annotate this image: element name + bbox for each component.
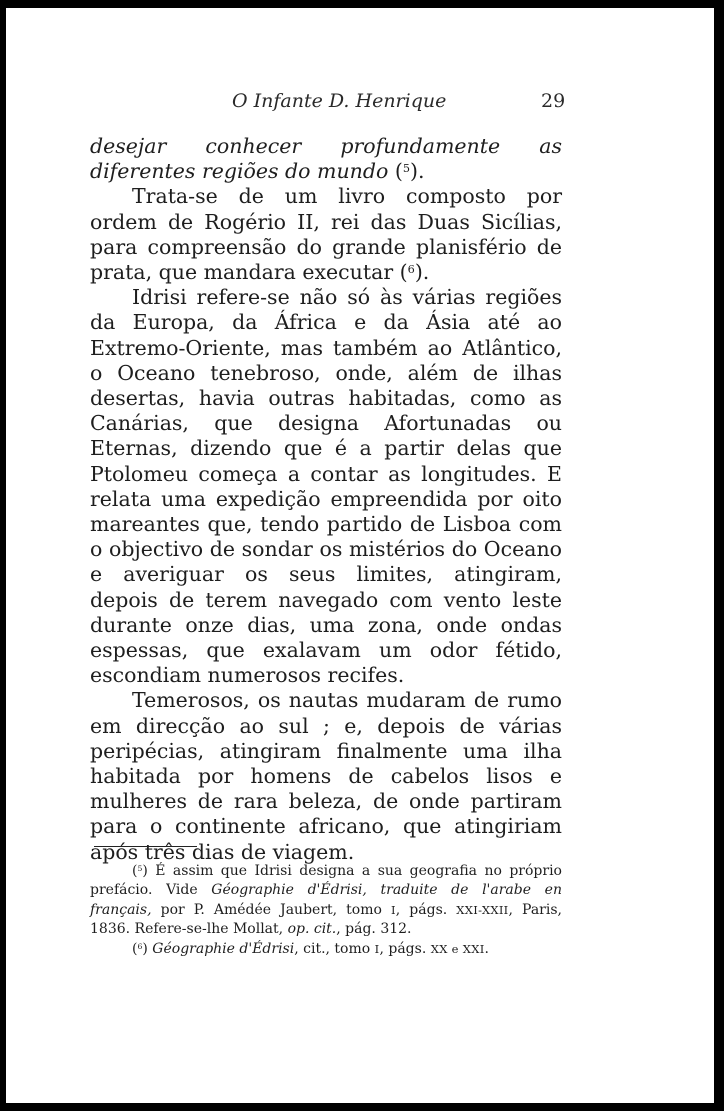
footnote-text: , pág. 312.: [336, 921, 412, 938]
page-range: XX e XXI: [430, 941, 485, 956]
main-text: [90, 134, 562, 865]
running-title: O Infante D. Henrique: [232, 90, 447, 112]
work-title: Géographie d'Édrisi, traduite de l'arabe en français,: [90, 882, 562, 918]
footnote-ref-6: 6: [407, 262, 415, 276]
footnote-text: por P. Amédée Jaubert, tomo: [151, 901, 391, 918]
book-page: [6, 8, 714, 1103]
work-title: Géographie d'Édrisi: [152, 940, 295, 957]
footnote-text: , págs.: [379, 940, 431, 957]
paragraph-4: Temerosos, os nautas mudaram de rumo em direcção ao sul ; e, depois de várias peripécias, atingiram finalmente uma ilha habitada por homens de cabelos lisos e mulheres de rara beleza, de onde partiram para o continente africano, que atingiriam após três dias de viagem.: [90, 688, 562, 864]
footnote-text: É assim que Idrisi designa a sua geografia no próprio prefácio. Vide: [90, 863, 562, 899]
running-header: [6, 90, 714, 120]
paragraph-2: [90, 184, 562, 285]
footnote-separator: [94, 846, 197, 847]
footnote-ref-5: 5: [402, 162, 411, 176]
volume-numeral: I: [374, 941, 380, 956]
footnote-mark: 6: [137, 941, 143, 951]
footnote-text: , cit., tomo: [294, 940, 375, 957]
paragraph-2-text: Trata-se de um livro composto por ordem de Rogério II, rei das Duas Sicílias, para compreensão do grande planisfério de prata, que mandara executar (: [90, 184, 562, 285]
footnote-mark: 5: [137, 863, 143, 873]
italic-quote: desejar conhecer profundamente as diferentes regiões do mundo: [90, 134, 562, 184]
paragraph-continuation: [90, 134, 562, 184]
footnote-6: ($^6$) Géographie d'Édrisi, cit., tomo I, págs. XX e XXI.: [132, 940, 489, 957]
footnote-text: , Paris, 1836. Refere-se-lhe Mollat,: [90, 901, 562, 938]
ref-close: ).: [410, 159, 425, 184]
volume-numeral: I: [390, 902, 396, 917]
footnote-text: .: [484, 940, 489, 957]
paragraph-3: Idrisi refere-se não só às várias regiões da Europa, da África e da Ásia até ao Extremo-Oriente, mas também ao Atlântico, o Oceano tenebroso, onde, além de ilhas desertas, havia outras habitadas, como as Canárias, que designa Afortunadas ou Eternas, dizendo que é a partir delas que Ptolomeu começa a contar as longitudes. E relata uma expedição empreendida por oito mareantes que, tendo partido de Lisboa com o objectivo de sondar os mistérios do Oceano e averiguar os seus limites, atingiram, depois de terem navegado com vento leste durante onze dias, uma zona, onde ondas espessas, que exalavam um odor fétido, escondiam numerosos recifes.: [90, 285, 562, 688]
page-range: XXI-XXII: [456, 902, 509, 917]
footnote-text: , págs.: [395, 901, 457, 918]
ref-close: ).: [414, 260, 430, 285]
footnotes: [90, 862, 562, 959]
page-number: 29: [541, 90, 566, 112]
op-cit: op. cit.: [287, 921, 337, 938]
footnote-5: ($^5$) É assim que Idrisi designa a sua geografia no próprio prefácio. Vide Géographie d'Édrisi, traduite de l'arabe en français, por P. Amédée Jaubert, tomo I, págs. XXI-XXII, Paris, 1836. Refere-se-lhe Mollat, op. cit., pág. 312.: [90, 863, 562, 938]
ref-open: (: [388, 159, 403, 184]
